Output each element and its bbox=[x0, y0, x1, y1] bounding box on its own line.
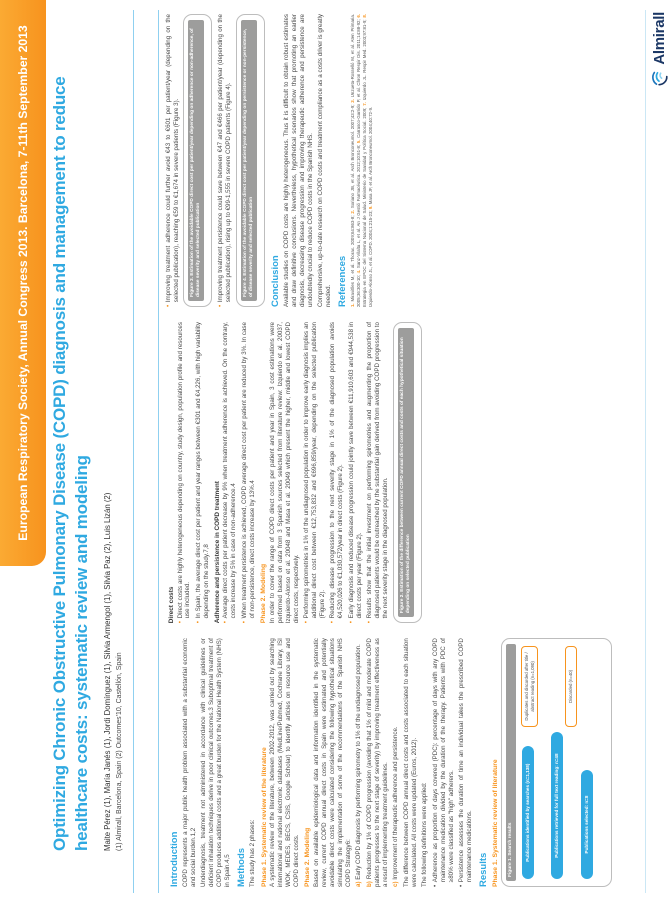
paragraph: Based on available epidemiological data and information identified in the systematic review, current COPD annual direct costs in Spain were estimated and potentially avoidable direct costs were calculated considering the following hypothetical situations simulating the implementation of some of the recommendations of the Spanish NHS COPD Strategy6: bbox=[312, 638, 352, 887]
section-heading: References bbox=[337, 255, 349, 308]
item-letter: b) bbox=[365, 879, 373, 887]
flow-step: Publications retrieved for full text reading: n=48 bbox=[551, 732, 562, 879]
paragraph: Comprehensive, up-to-date research on COPD costs and treatment compliance as a costs driver is greatly needed. bbox=[317, 14, 333, 308]
flow-step: Publications selected: n=8 bbox=[581, 770, 592, 879]
figure1-flowchart bbox=[519, 644, 607, 881]
paragraph: Underdiagnosis, treatment not administered in accordance with clinical guidelines or deficient inhalation techniques derive in poor clinical outcomes.3 Suboptimal treatment of COPD produces additional costs and a great burden for the National Health System (NHS) in Spain.4,5 bbox=[200, 638, 232, 887]
header-divider-top bbox=[133, 10, 134, 893]
bullet-item bbox=[366, 322, 390, 623]
bold-subheading: Direct costs bbox=[168, 586, 175, 624]
congress-banner-text: European Respiratory Society, Annual Congress 2013. Barcelona, 7-11th September 2013 bbox=[16, 25, 30, 541]
phase-subheading: Phase 2. Modeling bbox=[260, 563, 268, 624]
bullet-item bbox=[432, 638, 456, 887]
bullet-marker: • bbox=[176, 620, 184, 624]
footer-strip bbox=[645, 10, 672, 893]
paragraph: In order to cover the range of COPD direct costs per patient and year in Spain, 3 cost estimations were performed based on data from 3 Spanish sources selected from literature review: Izquierdo et al. 20037, Izquierdo-Alonso et al. 20048 and Masa et al. 20049 which present the higher, middle and lowest COPD direct costs, respectively. bbox=[268, 322, 300, 624]
bullet-marker: • bbox=[240, 620, 248, 624]
bullet-item bbox=[348, 322, 364, 623]
reference-citation: Sanz-Vilalta L, et al. An J Gestió Farmacéutica. 2012;10:61-8; bbox=[356, 143, 362, 269]
lettered-item bbox=[355, 638, 363, 887]
bullet-marker: • bbox=[194, 620, 202, 624]
column-introduction-methods bbox=[165, 638, 643, 887]
congress-banner bbox=[0, 0, 46, 566]
bullet-item bbox=[217, 14, 233, 307]
bullet-text: Average direct costs per patient decrease by 9% when treatment adherence is achieved. On the contrary, costs increase by 5% in case of non-adherence.4 bbox=[222, 322, 238, 619]
bullet-marker: • bbox=[458, 884, 466, 887]
bullet-text: In Spain, the average direct cost per patient and year ranges between €301 and €4,226, with high variability depending on the study.7,8 bbox=[194, 322, 210, 619]
bullet-text: Improving treatment persistence could save between €47 and €466 per patient/year (depending on the selected publication), rising up to €99-1,555 in severe COPD patients (Figure 4). bbox=[217, 14, 233, 303]
reference-number: 3. bbox=[350, 97, 356, 103]
flow-excluded-box: Duplicates and discarded after title / abstract reading (n=1,090) bbox=[521, 646, 537, 727]
bullet-text: Results show that the initial investment on performing spirometries and augmenting the proportion of diagnosed patients would be outreached by the substantial gain derived from avoiding COPD progression to the next severity stage in the diagnosed population. bbox=[366, 322, 390, 619]
affiliations-line: (1) Almirall, Barcelona, Spain (2) Outcomes'10, Castellón, Spain bbox=[116, 652, 123, 851]
bullet-marker: • bbox=[347, 620, 355, 624]
figure-box bbox=[183, 14, 212, 307]
item-text: Early COPD diagnosis by performing spirometry to 1% of the undiagnosed population. bbox=[355, 644, 363, 880]
bullet-text: Early diagnosis and reduced disease progression could jointly save between €11,910,603 and €944,538 in direct costs per year (Figure 2). bbox=[347, 322, 363, 619]
bullet-text: Persistence assesses the duration of time an individual takes the prescribed COPD maintenance medications. bbox=[458, 638, 473, 883]
figure-box bbox=[393, 322, 422, 623]
bullet-marker: • bbox=[303, 620, 311, 624]
column-figures-conclusion bbox=[165, 14, 643, 307]
bullet-item bbox=[329, 322, 345, 623]
authors-line: Maite Pérez (1), María Janés (1), Jordi Domínguez (1), Silvia Armengol (1), Silvia Paz (2), Luis Lizán (2) bbox=[103, 492, 112, 851]
reference-number: 5. bbox=[356, 137, 362, 144]
figure-caption: Figure 2. Estimation of the difference between current COPD annual direct costs and costs of each hypothetical situation depending on selected publication bbox=[398, 328, 414, 617]
bullet-item bbox=[303, 322, 327, 623]
bullet-marker: • bbox=[222, 620, 230, 624]
phase-subheading: Phase 1. Systematic review of the literature bbox=[260, 747, 268, 887]
item-letter: c) bbox=[392, 879, 400, 887]
reference-number: 6. bbox=[356, 14, 362, 18]
reference-citation: Miravitlles M, et al. Thorax. 2009;64:863-8; bbox=[350, 213, 356, 302]
reference-citation: Estrategia en EPOC del Sistema Nacional de Salud. Ministerio de Sanidad y Política Social. 2009; bbox=[361, 105, 367, 308]
item-text: Reduction by 1% of COPD progression (avoiding that 1% of mild and moderate COPD patients progresses to the next stage of severity) by improving treatment effectiveness as a result of implementing treatment guidelines. bbox=[365, 638, 389, 887]
reference-citation: Masa JF, et al. Arch Bronconeumol. 2004;40:72-9. bbox=[367, 106, 373, 205]
figure-caption: Figure 3. Estimation of the avoidable COPD direct cost per patient/year depending on adherence or non-adherence, of disease severity and selected publication bbox=[188, 20, 204, 301]
section-heading: Results bbox=[477, 852, 489, 887]
bullet-text: When treatment persistence is achieved, COPD average direct cost per patient are reduced by 3%. In case of non-persistence, direct costs increase by 13%.4 bbox=[240, 322, 256, 619]
phase-subheading: Phase 2. Modeling bbox=[304, 827, 312, 887]
almirall-logo-icon bbox=[650, 69, 669, 88]
item-letter: a) bbox=[355, 879, 363, 887]
flow-excluded-box: Discarded (n=40) bbox=[565, 646, 576, 727]
paragraph: The study has 2 phases: bbox=[249, 819, 257, 887]
column-direct-costs-modeling bbox=[165, 322, 643, 623]
references-text bbox=[350, 14, 374, 307]
poster-title: Optimizing Chronic Obstructive Pulmonary Disease (COPD) diagnosis and management to reduce healthcare costs: systematic review and modeling bbox=[50, 76, 92, 851]
paragraph: Available studies on COPD costs are highly heterogeneous. Thus it is difficult to obtain robust estimates and draw definitive conclusions. Nevertheless, hypothetical scenarios show that promoting an earlier diagnosis, decreasing disease progression and improving therapeutic adherence and persistence are undoubtedly crucial to reduce COPD costs in the Spanish NHS. bbox=[282, 14, 314, 308]
reference-number: 7. bbox=[361, 100, 367, 106]
bullet-item bbox=[458, 638, 474, 887]
reference-number: 2. bbox=[350, 208, 356, 214]
section-heading: Conclusion bbox=[269, 255, 281, 308]
bullet-item bbox=[241, 322, 257, 623]
paragraph: A systematic review of the literature, between 2002-2012, was carried out by searching international and national electronic databases (MedLine/Pubmed, Cochrane Library, ISI WOK, MEDES, BECS, CSIS, Google Scholar) to identify articles on resource use and COPD direct costs. bbox=[269, 638, 300, 887]
section-heading: Methods bbox=[236, 847, 248, 887]
figure-caption: Figure 4. Estimation of the avoidable COPD direct cost per patient/year depending on persistence or non-persistence, of disease severity and selected publication bbox=[241, 20, 257, 301]
almirall-logo-text: Almirall bbox=[650, 12, 668, 65]
reference-number: 4. bbox=[356, 268, 362, 274]
section-heading: Introduction bbox=[169, 831, 180, 887]
flow-step: Publications identified by searches (n=1,138) bbox=[522, 746, 533, 879]
bullet-marker: • bbox=[165, 304, 172, 308]
paragraph: The following definitions were applied: bbox=[421, 782, 429, 887]
bold-subheading: Adherence and persistence in COPD treatment bbox=[213, 481, 221, 624]
lettered-item bbox=[392, 638, 400, 887]
bullet-item bbox=[165, 14, 181, 307]
reference-citation: Unzueta-Rosselló M, et al. Aten Primaria. 2005;36:300-10; bbox=[350, 14, 362, 308]
figure-box bbox=[236, 14, 265, 307]
phase-subheading: Phase 1. Systematic review of literature bbox=[492, 759, 500, 887]
lettered-item bbox=[366, 638, 390, 887]
bullet-marker: • bbox=[217, 304, 225, 308]
reference-citation: Carrasco-Garrido P, et al. Chron Respir Dis. 2011;14:88-92; bbox=[356, 17, 362, 138]
paragraph: The difference between COPD annual direct costs and costs associated to each situation were calculated. All costs were updated (Euros, 2012). bbox=[402, 638, 418, 887]
reference-number: 9. bbox=[367, 204, 373, 210]
bullet-item bbox=[195, 322, 211, 623]
reference-citation: Soriano JB, et al. Arch Bronconeumol. 2007;43:2-9; bbox=[350, 102, 356, 209]
content-columns bbox=[165, 14, 643, 887]
paragraph: COPD represents a major public health problem associated with a substantial economic and social burden.1,2 bbox=[182, 638, 197, 887]
reference-number: 1. bbox=[350, 301, 356, 308]
reference-citation: Izquierdo-Alonso JL, et al. COPD. 2004;1:215-23; bbox=[367, 209, 373, 308]
reference-citation: Izquierdo JL. Respir Med. 2003;97:81-9; bbox=[361, 17, 367, 101]
bullet-text: Improving treatment adherence could further avoid €43 to €601 per patient/year (depending on the selected publication), reaching €59 to €1,674 in severe patients (Figure 3). bbox=[165, 14, 180, 303]
figure1-search-results bbox=[501, 638, 612, 887]
bullet-text: Reducing disease progression to the next severity stage in 1% of the diagnosed population avoids €4,520,026 to €1,030,572/year in direct costs (Figure 2). bbox=[329, 322, 345, 619]
bullet-marker: • bbox=[329, 620, 337, 624]
item-text: Improvement of therapeutic adherence and persistence. bbox=[392, 726, 400, 880]
bullet-item bbox=[222, 322, 238, 623]
reference-number: 8. bbox=[361, 14, 367, 18]
bullet-marker: • bbox=[431, 884, 439, 887]
bullet-marker: • bbox=[366, 620, 374, 624]
figure1-caption: Figure 1. Search results bbox=[506, 644, 516, 881]
bullet-text: Direct costs are highly heterogeneous depending on country, study design, population profile and resources use included. bbox=[176, 322, 192, 619]
bullet-item bbox=[177, 322, 193, 623]
header-divider-bottom bbox=[158, 10, 159, 893]
bullet-text: Adherence as proportion of days covered (PDC): percentage of days with any COPD maintenance medication divided by the duration of the therapy. Patients with PDC of ≥80% were classified as "high" adherers. bbox=[431, 638, 455, 883]
bullet-text: Performing spirometries in 1% of the undiagnosed population in order to improve early diagnosis implies an additional direct cost between €12,753,832 and €696,859/year, depending on the selected publication (Figure 2). bbox=[303, 322, 326, 619]
